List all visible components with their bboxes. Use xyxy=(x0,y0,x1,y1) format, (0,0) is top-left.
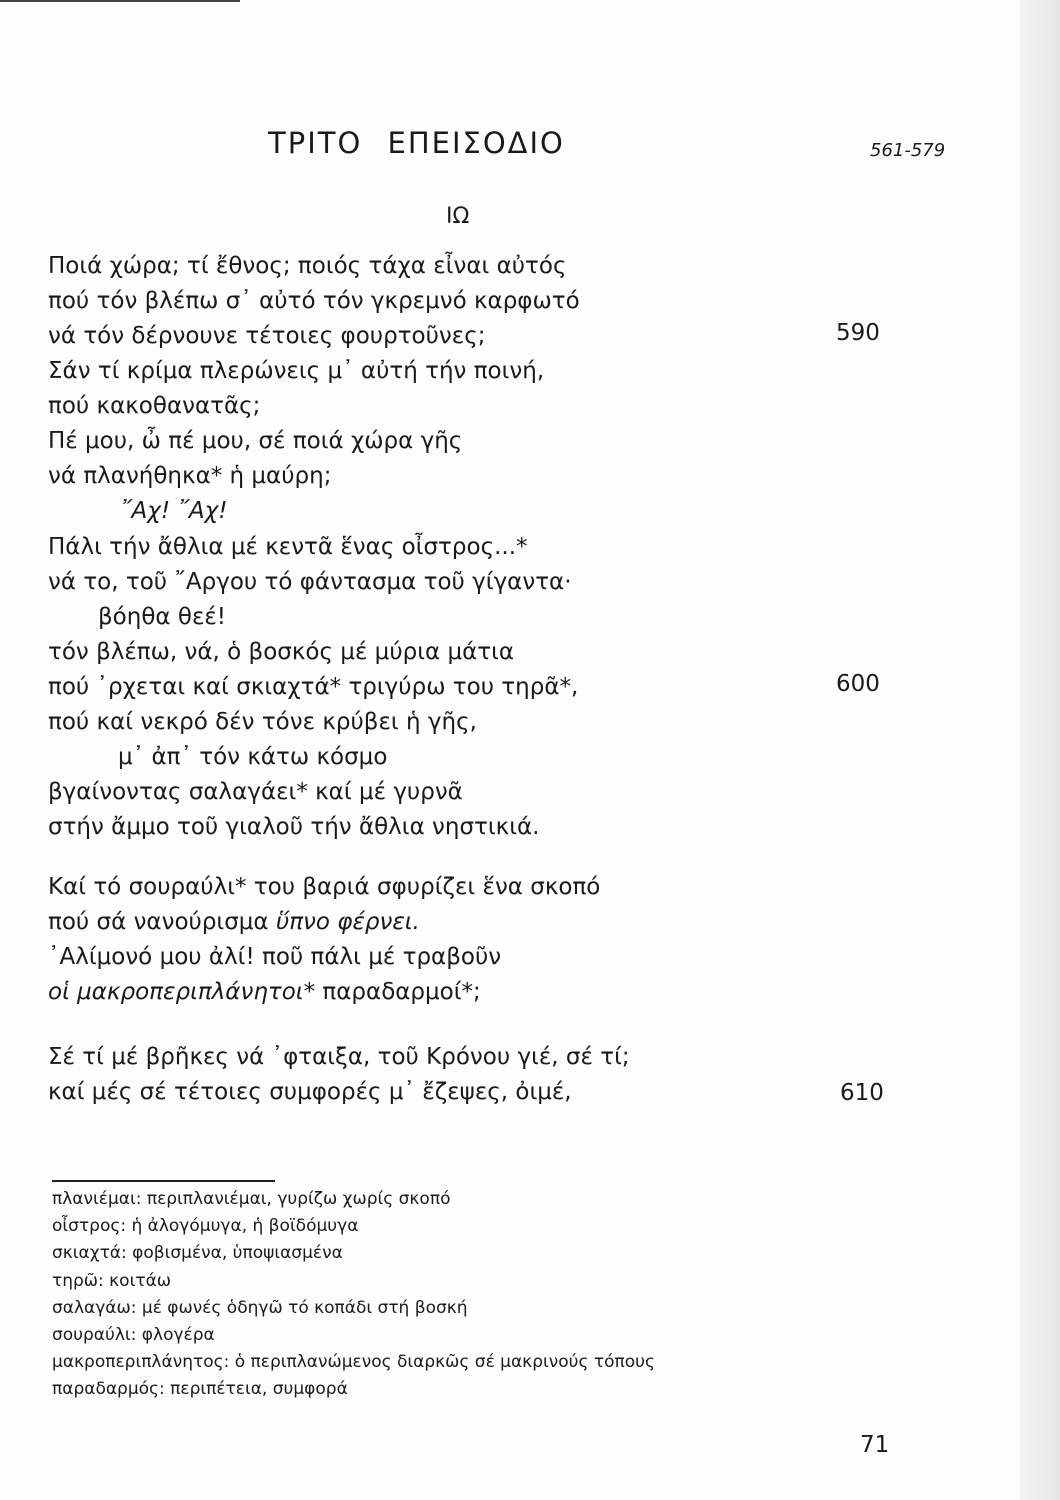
verse-line: Πέ μου, ὦ πέ μου, σέ ποιά χώρα γῆς xyxy=(48,428,463,454)
verse-line: πού καί νεκρό δέν τόνε κρύβει ἡ γῆς, xyxy=(48,709,477,735)
verse-line: βγαίνοντας σαλαγάει* καί μέ γυρνᾶ xyxy=(48,779,463,805)
glossary-entry: σαλαγάω: μέ φωνές ὁδηγῶ τό κοπάδι στή βοσκή xyxy=(52,1298,468,1318)
verse-line: πού ᾽ρχεται καί σκιαχτά* τριγύρω του τηρᾶ*, xyxy=(48,674,579,700)
verse-line xyxy=(48,978,481,1006)
line-number-610: 610 xyxy=(840,1080,884,1106)
verse-line: νά πλανήθηκα* ἡ μαύρη; xyxy=(48,463,332,489)
verse-line: βόηθα θεέ! xyxy=(98,604,227,630)
verse-line: μ᾽ ἀπ᾽ τόν κάτω κόσμο xyxy=(118,744,388,770)
verse-line: νά το, τοῦ ῎Αργου τό φάντασμα τοῦ γίγαντα· xyxy=(48,569,572,595)
verse-text: παραδαρμοί*; xyxy=(315,979,481,1005)
verse-italic-text: οἱ μακροπεριπλάνητοι* xyxy=(48,979,316,1005)
verse-line xyxy=(48,908,420,936)
glossary-entry: πλανιέμαι: περιπλανιέμαι, γυρίζω χωρίς σκοπό xyxy=(52,1189,451,1209)
glossary-entry: σουραύλι: φλογέρα xyxy=(52,1325,215,1345)
scan-edge-top xyxy=(0,0,240,2)
verse-line: νά τόν δέρνουνε τέτοιες φουρτοῦνες; xyxy=(48,323,486,349)
glossary-entry: σκιαχτά: φοβισμένα, ὑποψιασμένα xyxy=(52,1243,343,1263)
verse-line: Πάλι τήν ἄθλια μέ κεντᾶ ἕνας οἶστρος...* xyxy=(48,534,528,560)
verse-line: καί μές σέ τέτοιες συμφορές μ᾽ ἔζεψες, ὀιμέ, xyxy=(48,1079,572,1105)
verse-text: πού σά νανούρισμα xyxy=(48,909,269,935)
line-number-590: 590 xyxy=(836,320,880,346)
verse-line: Σάν τί κρίμα πλερώνεις μ᾽ αὐτή τήν ποινή, xyxy=(48,358,545,384)
glossary-entry: οἶστρος: ἡ ἀλογόμυγα, ἡ βοϊδόμυγα xyxy=(52,1216,359,1236)
line-number-600: 600 xyxy=(836,671,880,697)
verse-line: Ποιά χώρα; τί ἔθνος; ποιός τάχα εἶναι αὐτός xyxy=(48,253,567,279)
verse-line: πού κακοθανατᾶς; xyxy=(48,393,261,419)
verse-line: ᾽Αλίμονό μου ἀλί! ποῦ πάλι μέ τραβοῦν xyxy=(48,944,502,970)
glossary-entry: μακροπεριπλάνητος: ὁ περιπλανώμενος διαρκῶς σέ μακρινούς τόπους xyxy=(52,1352,655,1372)
verse-line: ῎Αχ! ῎Αχ! xyxy=(120,498,228,524)
glossary-entry: παραδαρμός: περιπέτεια, συμφορά xyxy=(52,1379,348,1399)
page-number: 71 xyxy=(860,1432,890,1458)
verse-line: τόν βλέπω, νά, ὁ βοσκός μέ μύρια μάτια xyxy=(48,639,515,665)
line-range: 561-579 xyxy=(870,140,946,161)
speaker-name: ΙΩ xyxy=(446,204,470,229)
scan-edge-right xyxy=(1020,0,1060,1500)
verse-line: Σέ τί μέ βρῆκες νά ᾽φταιξα, τοῦ Κρόνου γιέ, σέ τί; xyxy=(48,1044,630,1070)
glossary-entry: τηρῶ: κοιτάω xyxy=(52,1271,172,1291)
verse-line: Καί τό σουραύλι* του βαριά σφυρίζει ἕνα σκοπό xyxy=(48,874,601,900)
verse-line: στήν ἄμμο τοῦ γιαλοῦ τήν ἄθλια νηστικιά. xyxy=(48,814,540,840)
episode-title: ΤΡΙΤΟ ΕΠΕΙΣΟΔΙΟ xyxy=(268,126,565,160)
verse-line: πού τόν βλέπω σ᾽ αὐτό τόν γκρεμνό καρφωτό xyxy=(48,288,580,314)
verse-italic-text: ὕπνο φέρνει. xyxy=(275,909,420,935)
footnote-rule xyxy=(52,1180,275,1182)
